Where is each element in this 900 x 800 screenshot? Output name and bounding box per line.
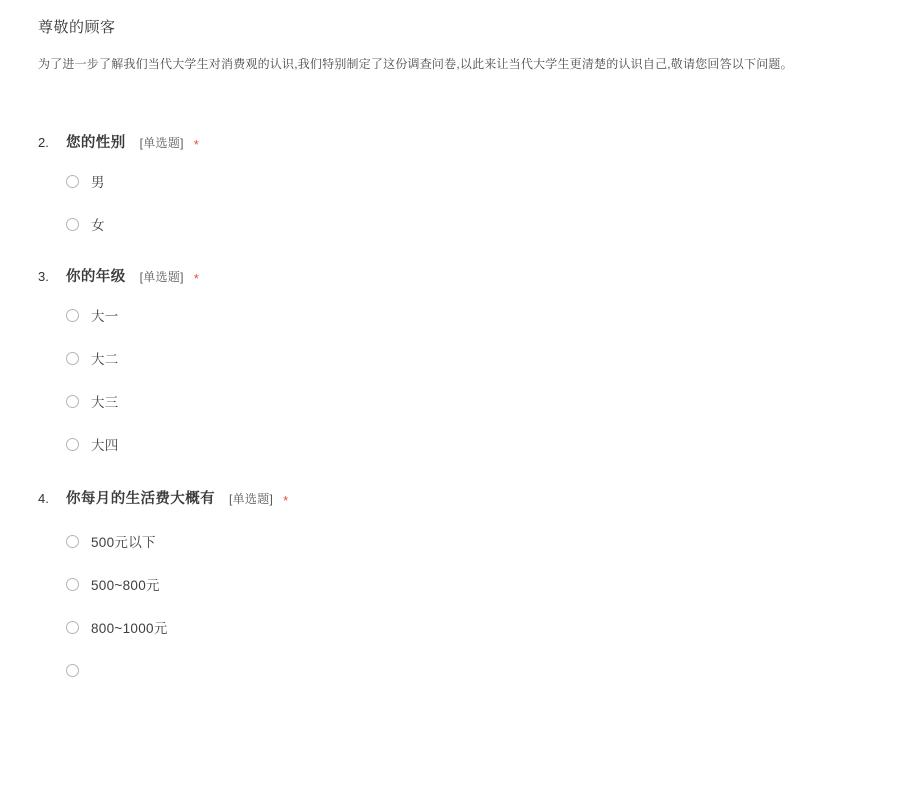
radio-button-icon[interactable] [66, 395, 79, 408]
question-header [38, 131, 900, 152]
question-block-4 [0, 487, 900, 702]
question-type-label: [单选题] [229, 492, 274, 506]
radio-button-icon[interactable] [66, 175, 79, 188]
option-label: 800~1000元 [91, 621, 168, 636]
question-index: 4. [38, 491, 49, 506]
option-label: 大二 [91, 352, 119, 367]
option-row[interactable] [66, 616, 900, 638]
required-asterisk: * [193, 137, 199, 152]
option-row[interactable] [66, 530, 900, 552]
page-title: 尊敬的顾客 [38, 19, 116, 36]
option-row[interactable] [66, 390, 900, 412]
question-header [38, 265, 900, 286]
required-asterisk: * [193, 271, 199, 286]
question-block-2 [0, 131, 900, 235]
option-row[interactable] [66, 573, 900, 595]
option-label: 男 [91, 175, 105, 190]
option-row[interactable] [66, 347, 900, 369]
option-row[interactable] [66, 659, 900, 681]
question-title: 你的年级 [66, 269, 126, 285]
radio-button-icon[interactable] [66, 578, 79, 591]
option-list [38, 304, 900, 455]
option-row[interactable] [66, 170, 900, 192]
option-list [38, 170, 900, 235]
question-title: 您的性别 [66, 135, 126, 151]
option-list [38, 530, 900, 681]
question-header [38, 487, 900, 508]
option-row[interactable] [66, 433, 900, 455]
required-asterisk: * [283, 493, 289, 508]
question-type-label: [单选题] [139, 136, 184, 150]
option-row[interactable] [66, 213, 900, 235]
question-block-3 [0, 265, 900, 455]
option-row[interactable] [66, 304, 900, 326]
option-label: 500~800元 [91, 578, 160, 593]
option-label: 500元以下 [91, 535, 156, 550]
radio-button-icon[interactable] [66, 352, 79, 365]
radio-button-icon[interactable] [66, 621, 79, 634]
question-type-label: [单选题] [139, 270, 184, 284]
radio-button-icon[interactable] [66, 664, 79, 677]
option-label: 大三 [91, 395, 119, 410]
radio-button-icon[interactable] [66, 218, 79, 231]
question-index: 2. [38, 135, 49, 150]
question-index: 3. [38, 269, 49, 284]
question-title: 你每月的生活费大概有 [66, 491, 215, 507]
option-label: 大四 [91, 438, 119, 453]
radio-button-icon[interactable] [66, 438, 79, 451]
option-label: 女 [91, 218, 105, 233]
option-label: 大一 [91, 309, 119, 324]
radio-button-icon[interactable] [66, 309, 79, 322]
radio-button-icon[interactable] [66, 535, 79, 548]
survey-description: 为了进一步了解我们当代大学生对消费观的认识,我们特别制定了这份调查问卷,以此来让当代大学生更清楚的认识自己,敬请您回答以下问题。 [38, 57, 793, 71]
